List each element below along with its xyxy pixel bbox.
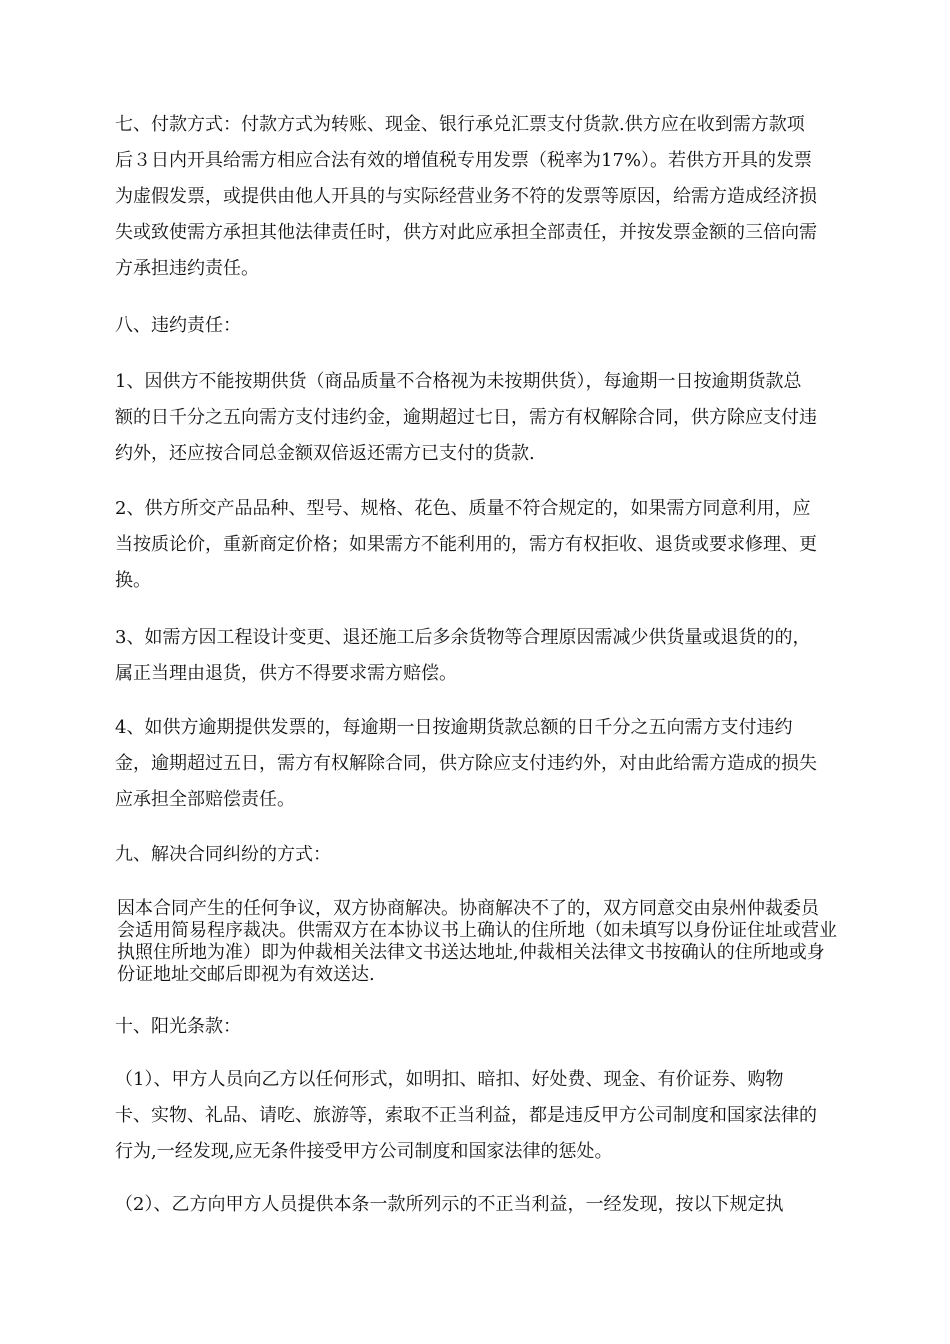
section-heading: 九、解决合同纠纷的方式： — [115, 844, 331, 865]
text-line: 七、付款方式：付款方式为转账、现金、银行承兑汇票支付货款.供方应在收到需方款项 — [115, 114, 805, 135]
text-line: 因本合同产生的任何争议，双方协商解决。协商解决不了的，双方同意交由泉州仲裁委员 — [117, 898, 819, 919]
text-line: 4、如供方逾期提供发票的，每逾期一日按逾期货款总额的日千分之五向需方支付违约 — [115, 717, 793, 738]
text-line: 为虚假发票，或提供由他人开具的与实际经营业务不符的发票等原因，给需方造成经济损 — [115, 186, 817, 207]
text-line: 属正当理由退货，供方不得要求需方赔偿。 — [115, 663, 457, 684]
text-line: 当按质论价，重新商定价格；如果需方不能利用的，需方有权拒收、退货或要求修理、更 — [115, 534, 817, 555]
text-line: 行为,一经发现,应无条件接受甲方公司制度和国家法律的惩处。 — [115, 1141, 613, 1162]
text-line: 后３日内开具给需方相应合法有效的增值税专用发票（税率为17%）。若供方开具的发票 — [115, 150, 813, 171]
section-10-clause-2 — [115, 1187, 865, 1223]
text-line: 2、供方所交产品品种、型号、规格、花色、质量不符合规定的，如果需方同意利用，应 — [115, 498, 811, 519]
section-10-heading — [115, 1009, 865, 1045]
section-8-heading — [115, 308, 865, 344]
text-line: 卡、实物、礼品、请吃、旅游等，索取不正当利益，都是违反甲方公司制度和国家法律的 — [115, 1105, 817, 1126]
text-line: 额的日千分之五向需方支付违约金，逾期超过七日，需方有权解除合同，供方除应支付违 — [115, 407, 817, 428]
text-line: （1）、甲方人员向乙方以任何形式，如明扣、暗扣、好处费、现金、有价证券、购物 — [115, 1069, 784, 1090]
section-8-clause-3 — [115, 620, 865, 692]
section-9-heading — [115, 837, 865, 873]
section-heading: 八、违约责任： — [115, 315, 241, 336]
text-line: 会适用简易程序裁决。供需双方在本协议书上确认的住所地（如未填写以身份证住址或营业 — [117, 920, 837, 941]
text-line: 执照住所地为准）即为仲裁相关法律文书送达地址,仲裁相关法律文书按确认的住所地或身 — [117, 942, 825, 963]
text-line: 失或致使需方承担其他法律责任时，供方对此应承担全部责任，并按发票金额的三倍向需 — [115, 222, 817, 243]
section-9-dispute-resolution — [117, 898, 867, 986]
text-line: 1、因供方不能按期供货（商品质量不合格视为未按期供货），每逾期一日按逾期货款总 — [115, 371, 802, 392]
text-line: 金，逾期超过五日，需方有权解除合同，供方除应支付违约外，对由此给需方造成的损失 — [115, 753, 817, 774]
text-line: 份证地址交邮后即视为有效送达. — [117, 964, 375, 985]
text-line: 约外，还应按合同总金额双倍返还需方已支付的货款. — [115, 443, 535, 464]
section-heading: 十、阳光条款： — [115, 1016, 241, 1037]
section-8-clause-1 — [115, 364, 865, 472]
section-10-clause-1 — [115, 1062, 865, 1170]
section-7-payment-terms — [115, 107, 865, 287]
text-line: （2）、乙方向甲方人员提供本条一款所列示的不正当利益，一经发现，按以下规定执 — [115, 1194, 784, 1215]
text-line: 方承担违约责任。 — [115, 258, 259, 279]
text-line: 3、如需方因工程设计变更、退还施工后多余货物等合理原因需减少供货量或退货的的， — [115, 627, 811, 648]
section-8-clause-2 — [115, 491, 865, 599]
section-8-clause-4 — [115, 710, 865, 818]
text-line: 换。 — [115, 570, 151, 591]
text-line: 应承担全部赔偿责任。 — [115, 789, 295, 810]
